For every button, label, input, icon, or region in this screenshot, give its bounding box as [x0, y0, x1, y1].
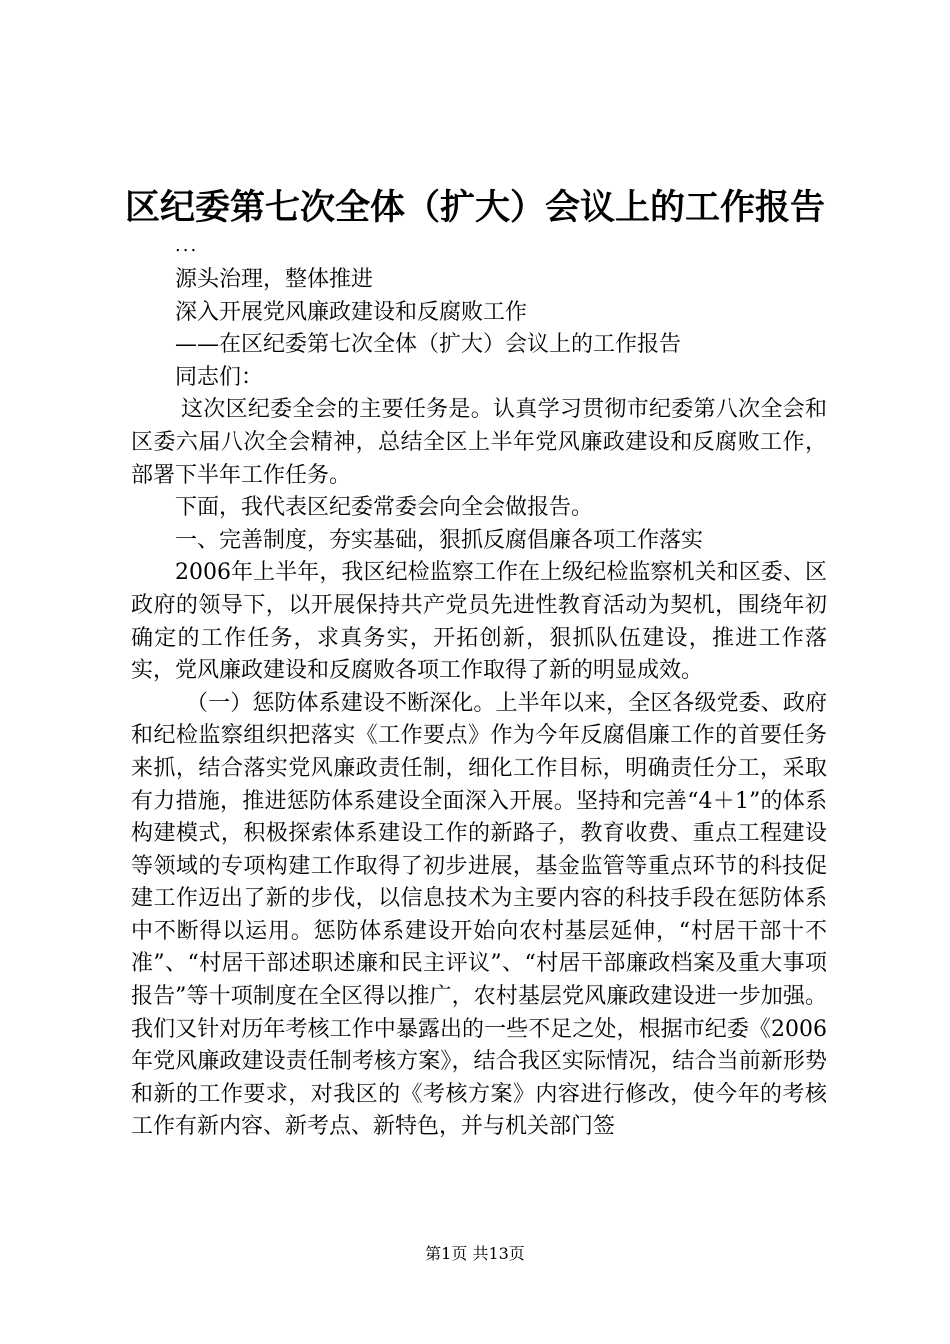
paragraph-heading-2: 深入开展党风廉政建设和反腐败工作 — [175, 299, 528, 325]
ellipsis-marker: ... — [175, 235, 199, 256]
paragraph-body: 这次区纪委全会的主要任务是。认真学习贯彻市纪委第八次全会和区委六届八次全会精神，总结全区上半年党风廉政建设和反腐败工作，部署下半年工作任务。 — [131, 397, 827, 488]
paragraph-salutation: 同志们： — [175, 364, 264, 390]
document-title: 区纪委第七次全体（扩大）会议上的工作报告 — [124, 187, 825, 228]
paragraph-body: 下面，我代表区纪委常委会向全会做报告。 — [175, 495, 594, 521]
page-footer: 第1页 共13页 — [425, 1244, 525, 1263]
paragraph-body: 2006年上半年，我区纪检监察工作在上级纪检监察机关和区委、区政府的领导下，以开展保持共产党员先进性教育活动为契机，围绕年初确定的工作任务，求真务实，开拓创新，狠抓队伍建设，推进工作落实，党风廉政建设和反腐败各项工作取得了新的明显成效。 — [131, 560, 827, 684]
paragraph-section-heading: 一、完善制度，夯实基础，狠抓反腐倡廉各项工作落实 — [175, 527, 704, 553]
document-body — [131, 264, 827, 1144]
paragraph-body: （一）惩防体系建设不断深化。上半年以来，全区各级党委、政府和纪检监察组织把落实《工作要点》作为今年反腐倡廉工作的首要任务来抓，结合落实党风廉政责任制，细化工作目标，明确责任分工，采取有力措施，推进惩防体系建设全面深入开展。坚持和完善“4＋1”的体系构建模式，积极探索体系建设工作的新路子，教育收费、重点工程建设等领域的专项构建工作取得了初步进展，基金监管等重点环节的科技促建工作迈出了新的步伐，以信息技术为主要内容的科技手段在惩防体系中不断得以运用。惩防体系建设开始向农村基层延伸，“村居干部十不准”、“村居干部述职述廉和民主评议”、“村居干部廉政档案及重大事项报告”等十项制度在全区得以推广，农村基层党风廉政建设进一步加强。我们又针对历年考核工作中暴露出的一些不足之处，根据市纪委《2006年党风廉政建设责任制考核方案》，结合我区实际情况，结合当前新形势和新的工作要求，对我区的《考核方案》内容进行修改，使今年的考核工作有新内容、新考点、新特色，并与机关部门签 — [131, 690, 827, 1140]
paragraph-subtitle: ——在区纪委第七次全体（扩大）会议上的工作报告 — [175, 332, 682, 358]
paragraph-heading-1: 源头治理，整体推进 — [175, 267, 374, 292]
